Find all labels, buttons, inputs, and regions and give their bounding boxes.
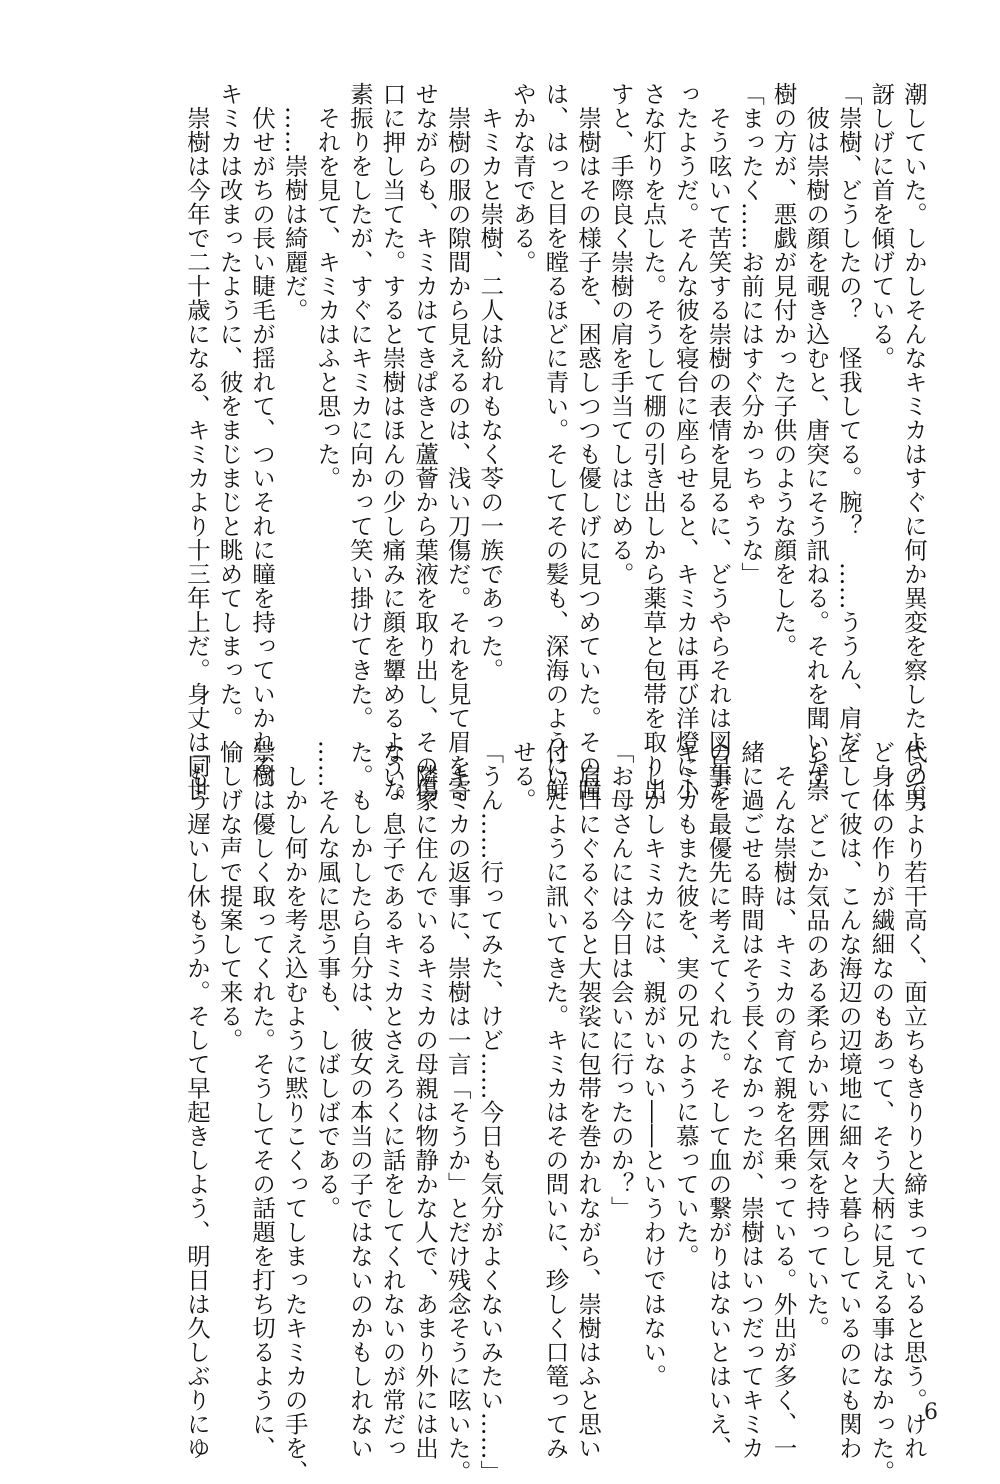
- text-line: 口に押し当てた。すると崇樹はほんの少し痛みに顔を顰めるような: [378, 82, 407, 802]
- text-line: 訝しげに首を傾げている。: [867, 82, 896, 370]
- text-line: は、はっと目を瞠るほどに青い。そしてその髪も、深海のように鮮: [541, 82, 570, 802]
- text-line: 代の男より若干高く、面立ちもきりりと締まっていると思う。けれ: [900, 740, 928, 1460]
- text-line: キミカの返事に、崇樹は一言「そうか」とだけ残念そうに呟いた。: [443, 740, 472, 1484]
- text-line: ……そんな風に思う事も、しばしばである。: [313, 740, 342, 1220]
- text-line: 隣家に住んでいるキミカの母親は物静かな人で、あまり外には出: [411, 740, 440, 1460]
- text-line: 付いたように訊いてきた。キミカはその問いに、珍しく口篭ってみ: [541, 740, 570, 1460]
- text-line: 潮していた。しかしそんなキミカはすぐに何か異変を察したようで、: [900, 82, 928, 826]
- text-line: 樹の方が、悪戯が見付かった子供のような顔をした。: [769, 82, 798, 658]
- text-line: そう呟いて苦笑する崇樹の表情を見るに、どうやらそれは図星だ: [704, 82, 733, 802]
- text-line: た。もしかしたら自分は、彼女の本当の子ではないのかもしれない: [345, 740, 374, 1460]
- text-line: しかしキミカには、親がいない――というわけではない。: [639, 740, 668, 1388]
- text-line: 崇樹はその様子を、困惑しつつも優しげに見つめていた。その瞳: [574, 82, 603, 802]
- text-line: 肩口にぐるぐると大袈裟に包帯を巻かれながら、崇樹はふと思い: [574, 740, 603, 1460]
- text-line: キミカもまた彼を、実の兄のように慕っていた。: [671, 740, 700, 1268]
- upper-text-block: [182, 82, 930, 826]
- text-line: ……崇樹は綺麗だ。: [280, 82, 309, 322]
- text-line: 「お母さんには今日は会いに行ったのか？」: [606, 740, 635, 1220]
- text-line: 崇樹は今年で二十歳になる、キミカより十三年上だ。身丈は同世: [182, 82, 211, 802]
- page-number: 6: [924, 1400, 938, 1425]
- text-line: の事を最優先に考えてくれた。そして血の繋がりはないとはいえ、: [704, 740, 733, 1460]
- text-line: 「崇樹、どうしたの？ 怪我してる。腕？ ……ううん、肩だ」: [834, 82, 863, 778]
- text-line: さな灯りを点した。そうして棚の引き出しから薬草と包帯を取り出: [639, 82, 668, 802]
- text-line: ない。息子であるキミカとさえろくに話をしてくれないのが常だっ: [378, 740, 407, 1460]
- text-line: それを見て、キミカはふと思った。: [313, 82, 342, 490]
- text-line: ったようだ。そんな彼を寝台に座らせると、キミカは再び洋燈に小: [671, 82, 700, 802]
- text-line: せる。: [508, 740, 537, 812]
- text-line: そんな崇樹は、キミカの育て親を名乗っている。外出が多く、一: [769, 740, 798, 1460]
- text-line: キミカは改まったように、彼をまじまじと眺めてしまった。: [215, 82, 244, 730]
- text-line: しかし何かを考え込むように黙りこくってしまったキミカの手を、: [280, 740, 309, 1484]
- text-line: キミカと崇樹、二人は紛れもなく苓の一族であった。: [476, 82, 505, 682]
- text-line: 「うん……行ってみた、けど……今日も気分がよくないみたい……」: [476, 740, 505, 1484]
- text-line: らず、どこか気品のある柔らかい雰囲気を持っていた。: [802, 740, 831, 1340]
- text-line: ど身体の作りが繊細なのもあって、そう大柄に見える事はなかった。: [867, 740, 896, 1484]
- text-line: 崇樹の服の隙間から見えるのは、浅い刀傷だ。それを見て眉を寄: [443, 82, 472, 802]
- text-line: 素振りをしたが、すぐにキミカに向かって笑い掛けてきた。: [345, 82, 374, 730]
- text-line: せながらも、キミカはてきぱきと蘆薈から葉液を取り出し、その傷: [411, 82, 440, 802]
- text-line: 緒に過ごせる時間はそう長くなかったが、崇樹はいつだってキミカ: [737, 740, 766, 1460]
- lower-text-block: [182, 740, 930, 1484]
- text-line: 彼は崇樹の顔を覗き込むと、唐突にそう訊ねる。それを聞いた崇: [802, 82, 831, 802]
- text-line: やかな青である。: [508, 82, 537, 274]
- text-line: そして彼は、こんな海辺の辺境地に細々と暮らしているのにも関わ: [834, 740, 863, 1460]
- text-line: 「もう遅いし休もうか。そして早起きしよう、明日は久しぶりにゆ: [182, 740, 211, 1460]
- text-line: 愉しげな声で提案して来る。: [215, 740, 244, 1052]
- text-line: 「まったく……お前にはすぐ分かっちゃうな」: [737, 82, 766, 586]
- text-line: すと、手際良く崇樹の肩を手当てしはじめる。: [606, 82, 635, 586]
- text-line: 崇樹は優しく取ってくれた。そうしてその話題を打ち切るように、: [248, 740, 277, 1460]
- text-line: 伏せがちの長い睫毛が揺れて、ついそれに瞳を持っていかれる。: [248, 82, 277, 802]
